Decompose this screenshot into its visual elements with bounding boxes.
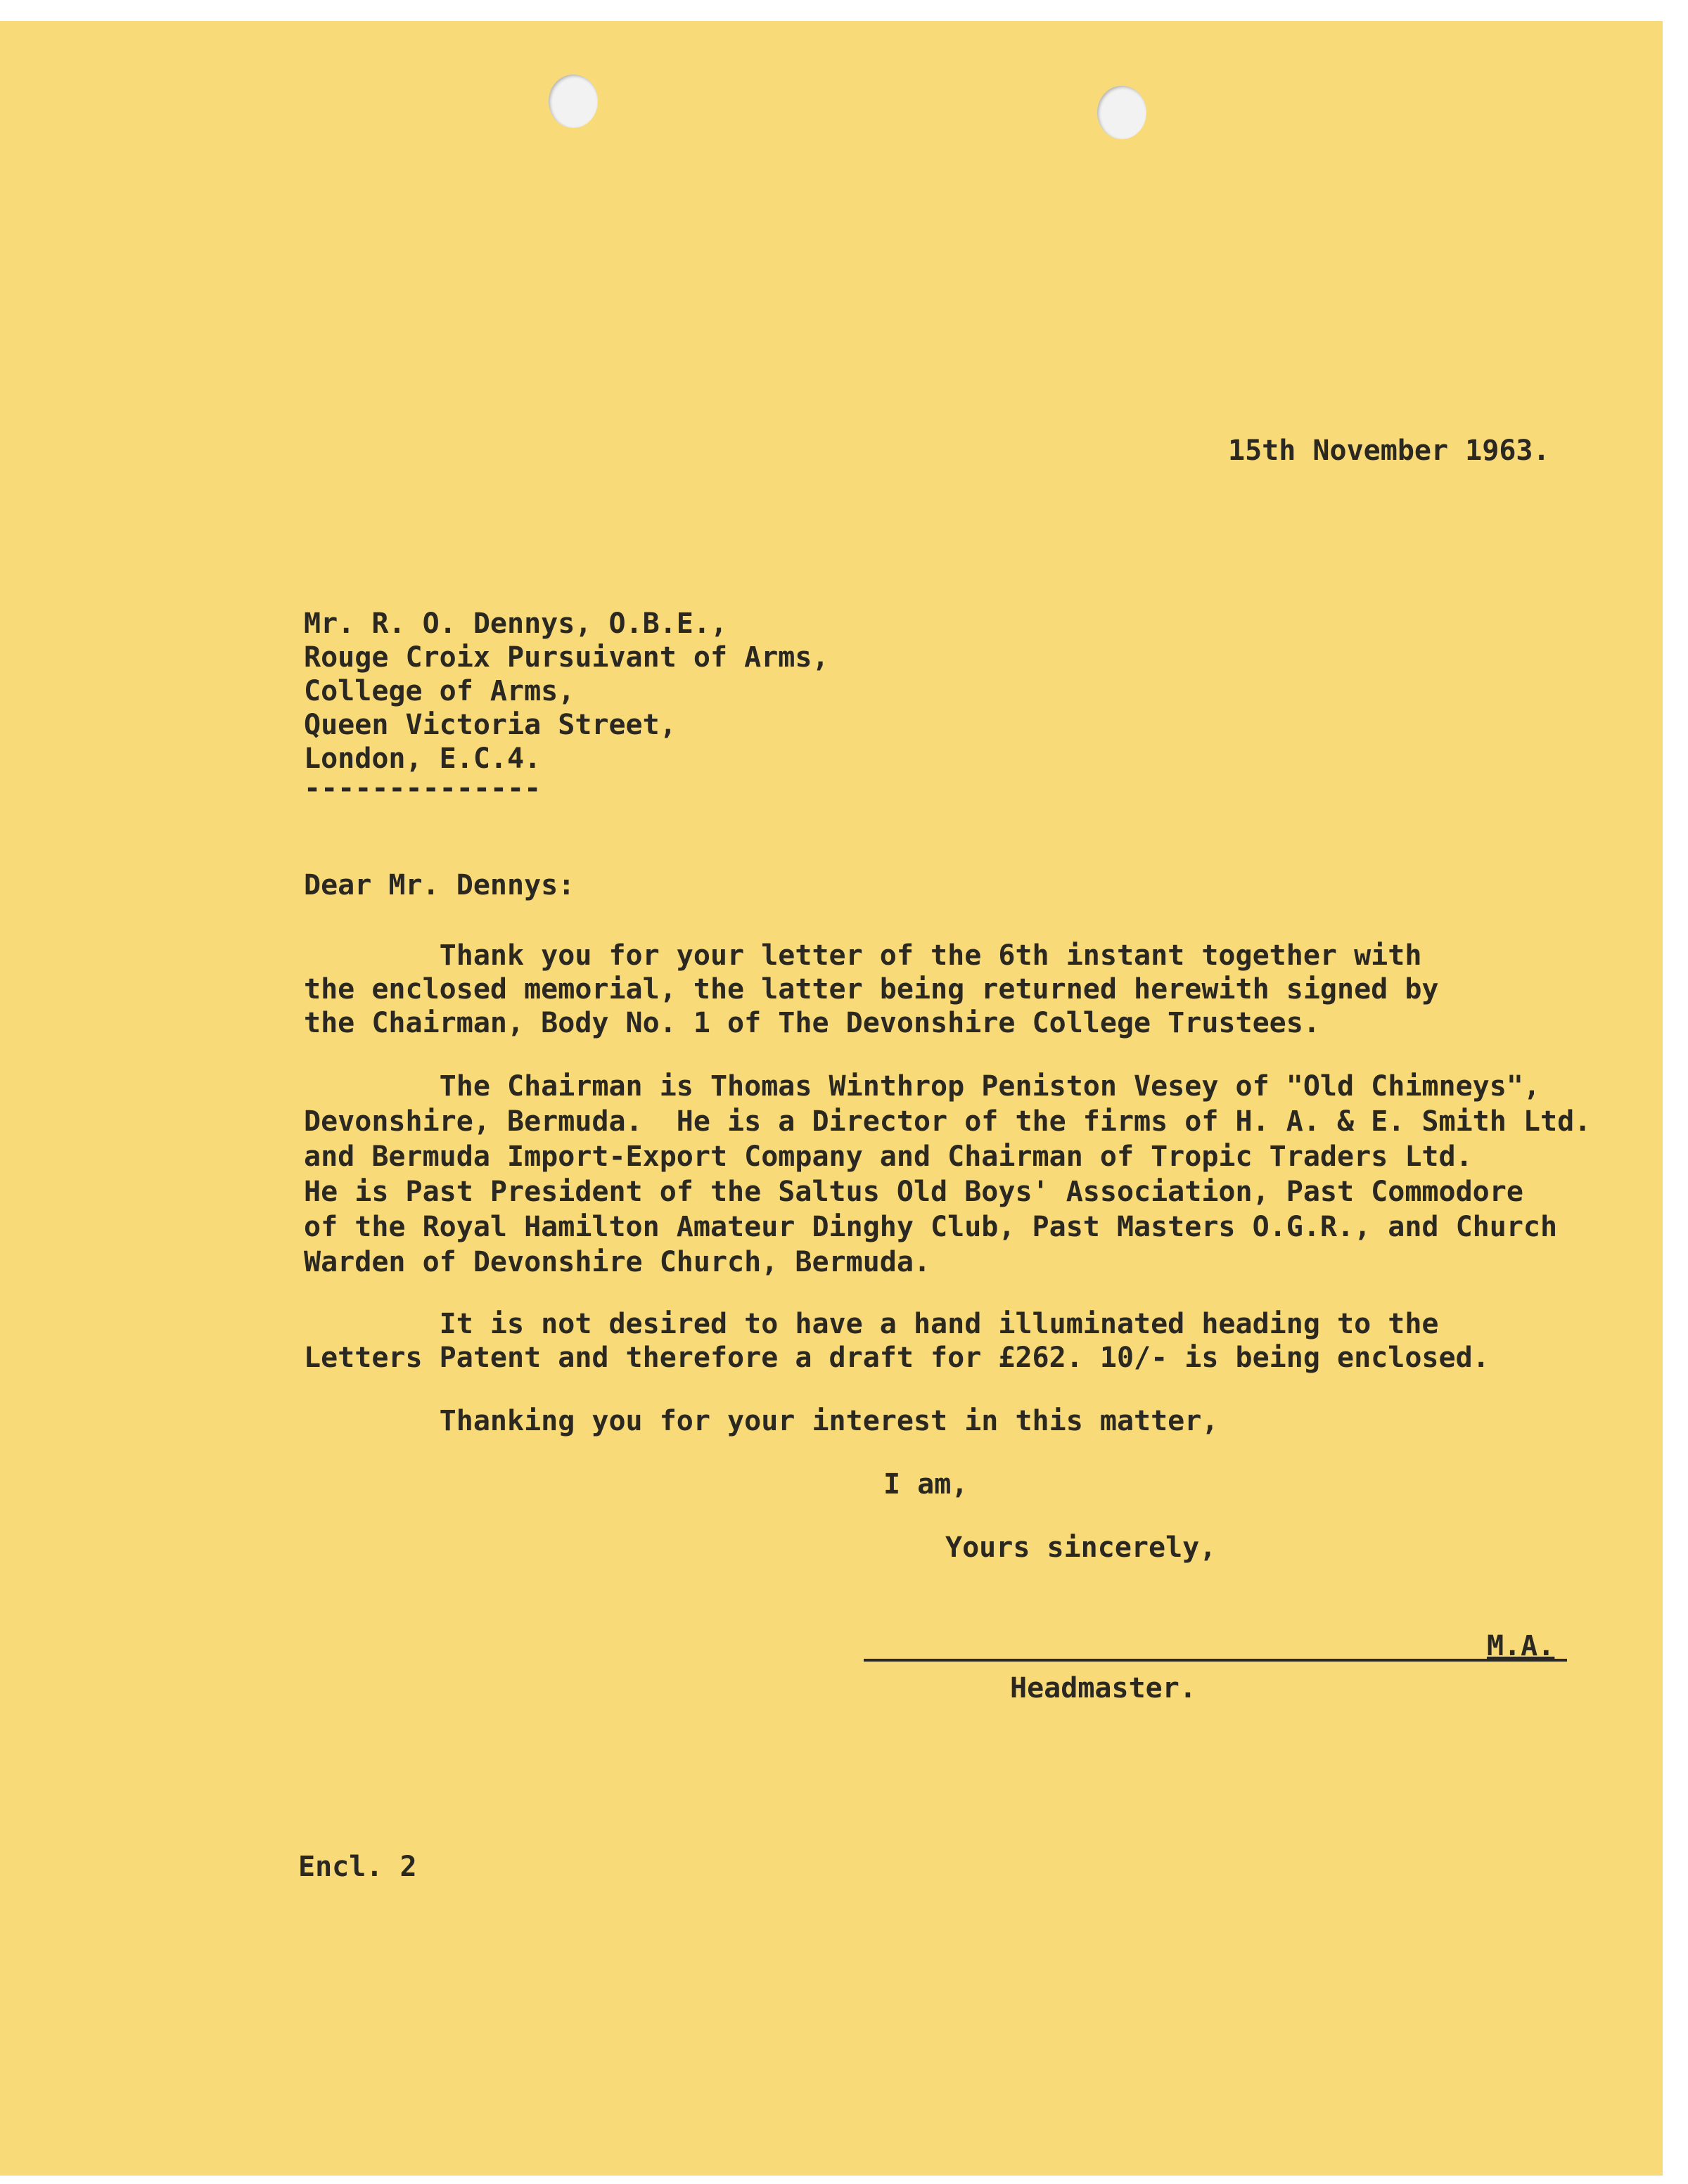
recipient-name: Mr. R. O. Dennys, O.B.E., — [304, 608, 728, 640]
paragraph-2-line-3: and Bermuda Import-Export Company and Chairman of Tropic Traders Ltd. — [304, 1141, 1473, 1173]
paragraph-1-line-2: the enclosed memorial, the latter being returned herewith signed by — [304, 973, 1439, 1006]
recipient-city: London, E.C.4. — [304, 743, 542, 775]
letter-date: 15th November 1963. — [1228, 435, 1550, 467]
punch-hole-left — [549, 75, 598, 128]
paragraph-2-line-4: He is Past President of the Saltus Old Boys' Association, Past Commodore — [304, 1176, 1523, 1208]
address-underline: -------------- — [304, 772, 542, 804]
recipient-title: Rouge Croix Pursuivant of Arms, — [304, 641, 829, 674]
salutation: Dear Mr. Dennys: — [304, 869, 575, 901]
paragraph-3-line-1: It is not desired to have a hand illuminated heading to the — [304, 1308, 1439, 1340]
paragraph-2-line-6: Warden of Devonshire Church, Bermuda. — [304, 1246, 931, 1278]
signature-degree: M.A. — [1487, 1630, 1555, 1662]
paragraph-2-line-2: Devonshire, Bermuda. He is a Director of the firms of H. A. & E. Smith Ltd. — [304, 1105, 1592, 1138]
enclosure-note: Encl. 2 — [298, 1851, 417, 1883]
paragraph-3-line-2: Letters Patent and therefore a draft for £262. 10/- is being enclosed. — [304, 1342, 1490, 1374]
paragraph-1-line-3: the Chairman, Body No. 1 of The Devonshire College Trustees. — [304, 1007, 1320, 1039]
recipient-street: Queen Victoria Street, — [304, 709, 677, 741]
signature-title: Headmaster. — [1010, 1672, 1196, 1704]
recipient-institution: College of Arms, — [304, 675, 575, 707]
closing-i-am: I am, — [883, 1468, 968, 1501]
paragraph-1-line-1: Thank you for your letter of the 6th instant together with — [304, 939, 1422, 972]
paragraph-2-line-1: The Chairman is Thomas Winthrop Peniston Vesey of "Old Chimneys", — [304, 1070, 1540, 1103]
paragraph-4: Thanking you for your interest in this matter, — [304, 1405, 1219, 1437]
paragraph-2-line-5: of the Royal Hamilton Amateur Dinghy Club, Past Masters O.G.R., and Church — [304, 1211, 1558, 1243]
closing-yours-sincerely: Yours sincerely, — [945, 1531, 1217, 1564]
letter-sheet — [0, 21, 1663, 2176]
signature-line — [864, 1659, 1567, 1662]
punch-hole-right — [1097, 86, 1146, 139]
